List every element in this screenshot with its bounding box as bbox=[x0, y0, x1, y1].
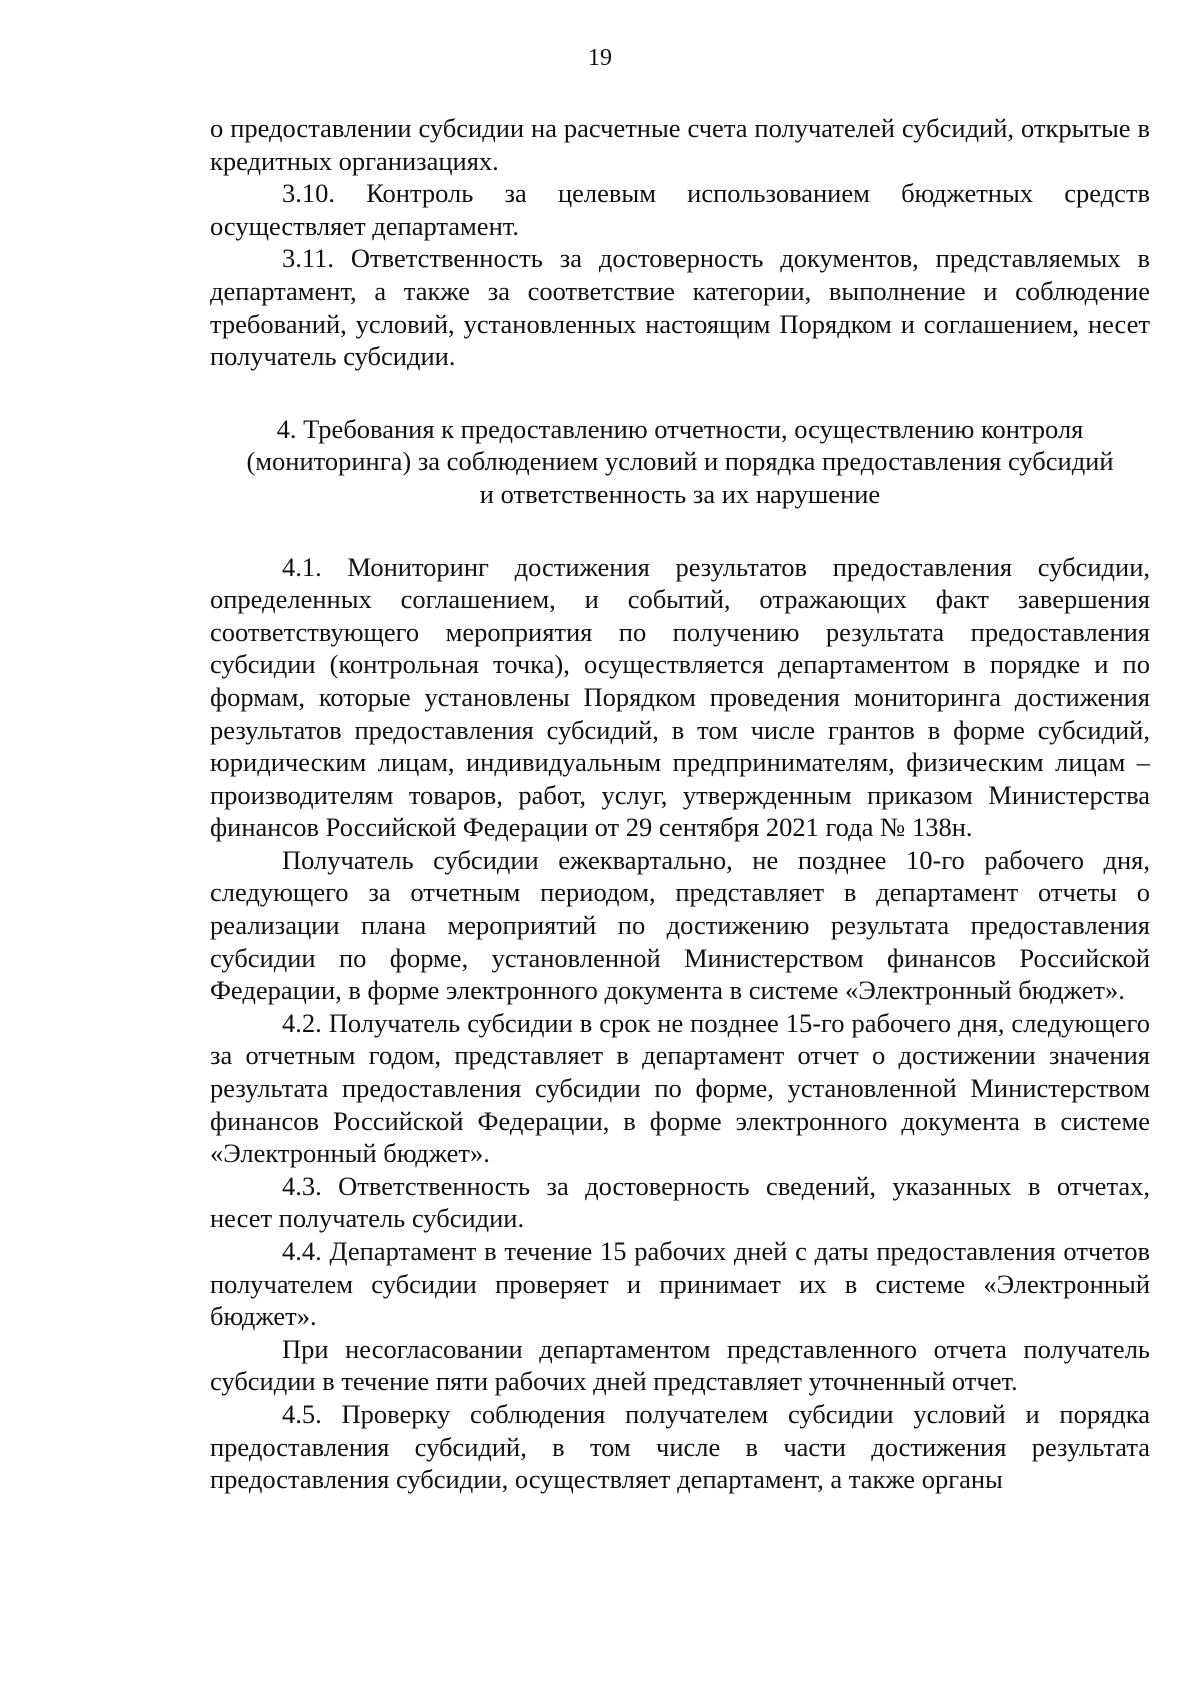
paragraph-4-4: 4.4. Департамент в течение 15 рабочих дней с даты предоставления отчетов получателем субсидии проверяет и принимает их в системе «Электронный бюджет». bbox=[210, 1236, 1150, 1332]
paragraph-quarterly-report: Получатель субсидии ежеквартально, не позднее 10-го рабочего дня, следующего за отчетным периодом, представляет в департамент отчеты о реализации плана мероприятий по достижению результата предоставления субсидии по форме, установленной Министерством финансов Российской Федерации, в форме электронного документа в системе «Электронный бюджет». bbox=[210, 844, 1150, 1006]
paragraph-4-2: 4.2. Получатель субсидии в срок не позднее 15-го рабочего дня, следующего за отчетным годом, представляет в департамент отчет о достижении значения результата предоставления субсидии по форме, установленной Министерством финансов Российской Федерации, в форме электронного документа в системе «Электронный бюджет». bbox=[210, 1007, 1150, 1169]
paragraph-4-3: 4.3. Ответственность за достоверность сведений, указанных в отчетах, несет получатель субсидии. bbox=[210, 1170, 1150, 1234]
section-heading bbox=[210, 413, 1150, 511]
paragraph: о предоставлении субсидии на расчетные счета получателей субсидий, открытые в кредитных организациях. bbox=[210, 113, 1150, 176]
document-body bbox=[210, 112, 1150, 1496]
paragraph-4-1: 4.1. Мониторинг достижения результатов предоставления субсидии, определенных соглашением, и событий, отражающих факт завершения соответствующего мероприятия по получению результата предоставления субсидии (контрольная точка), осуществляется департаментом в порядке и по формам, которые установлены Порядком проведения мониторинга достижения результатов предоставления субсидий, в том числе грантов в форме субсидий, юридическим лицам, индивидуальным предпринимателям, физическим лицам – производителям товаров, работ, услуг, утвержденным приказом Министерства финансов Российской Федерации от 29 сентября 2021 года № 138н. bbox=[210, 551, 1150, 843]
paragraph-3-11: 3.11. Ответственность за достоверность документов, представляемых в департамент, а также за соответствие категории, выполнение и соблюдение требований, условий, установленных настоящим Порядком и соглашением, несет получатель субсидии. bbox=[210, 243, 1150, 372]
section-heading-line: и ответственность за их нарушение bbox=[479, 478, 881, 509]
paragraph-3-10: 3.10. Контроль за целевым использованием бюджетных средств осуществляет департамент. bbox=[210, 178, 1150, 241]
paragraph-disagreement: При несогласовании департаментом представленного отчета получатель субсидии в течение пяти рабочих дней представляет уточненный отчет. bbox=[210, 1333, 1150, 1397]
page-number: 19 bbox=[588, 45, 612, 71]
paragraph-4-5: 4.5. Проверку соблюдения получателем субсидии условий и порядка предоставления субсидий, в том числе в части достижения результата предоставления субсидии, осуществляет департамент, а также органы bbox=[210, 1398, 1150, 1495]
section-heading-line: 4. Требования к предоставлению отчетности, осуществлению контроля bbox=[276, 413, 1084, 444]
section-heading-line: (мониторинга) за соблюдением условий и порядка предоставления субсидий bbox=[246, 446, 1114, 477]
